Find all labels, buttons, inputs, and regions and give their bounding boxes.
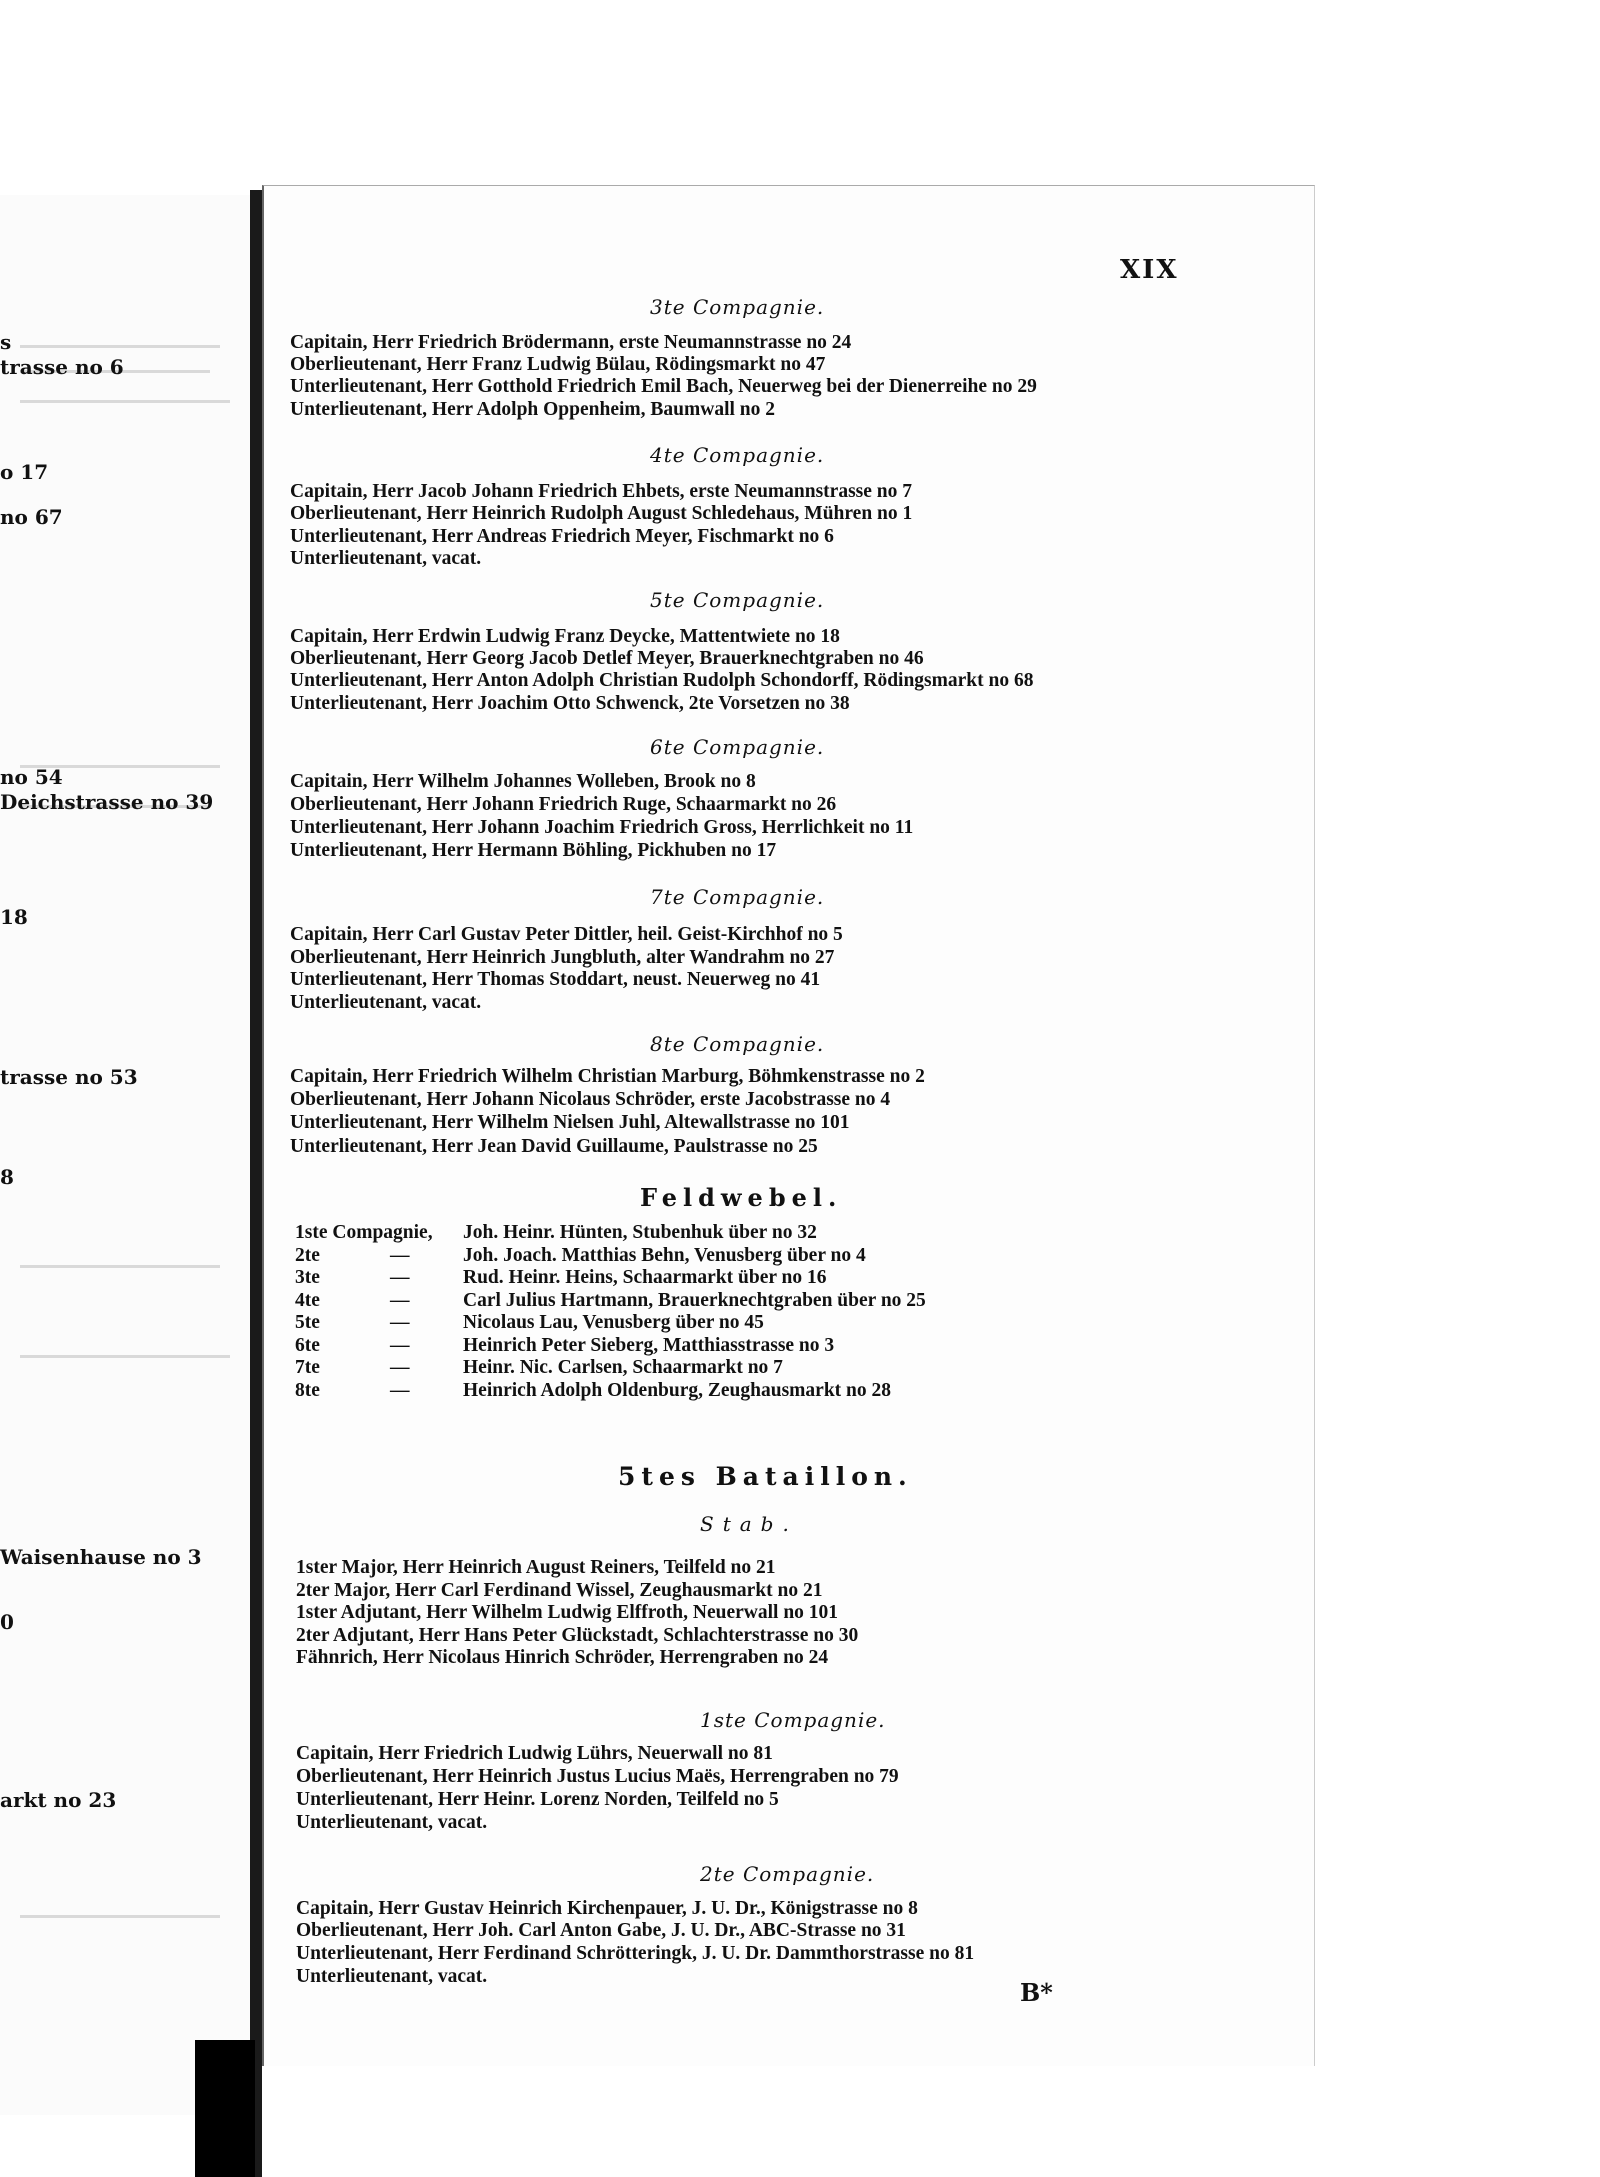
officer-entry: Unterlieutenant, Herr Johann Joachim Friedrich Gross, Herrlichkeit no 11 xyxy=(290,817,914,838)
officer-entry: Unterlieutenant, Herr Wilhelm Nielsen Juhl, Altewallstrasse no 101 xyxy=(290,1112,850,1133)
company-heading: 4te Compagnie. xyxy=(650,443,825,467)
left-page-text: s xyxy=(0,330,12,354)
left-page-text: trasse no 6 xyxy=(0,355,124,379)
officer-entry: Unterlieutenant, Herr Ferdinand Schrötteringk, J. U. Dr. Dammthorstrasse no 81 xyxy=(296,1943,975,1964)
officer-entry: Oberlieutenant, Herr Johann Friedrich Ruge, Schaarmarkt no 26 xyxy=(290,794,837,815)
feldwebel-dash: — xyxy=(390,1334,410,1356)
left-page-text: 0 xyxy=(0,1610,14,1634)
signature-mark: B* xyxy=(1020,1978,1053,2007)
officer-entry: Unterlieutenant, vacat. xyxy=(296,1812,488,1833)
feldwebel-dash: — xyxy=(390,1379,410,1401)
officer-entry: Capitain, Herr Erdwin Ludwig Franz Deycke, Mattentwiete no 18 xyxy=(290,626,840,647)
officer-entry: Capitain, Herr Friedrich Wilhelm Christian Marburg, Böhmkenstrasse no 2 xyxy=(290,1066,925,1087)
feldwebel-company: 4te xyxy=(295,1289,320,1311)
officer-entry: Unterlieutenant, Herr Andreas Friedrich Meyer, Fischmarkt no 6 xyxy=(290,526,834,547)
officer-entry: Oberlieutenant, Herr Heinrich Jungbluth, alter Wandrahm no 27 xyxy=(290,947,835,968)
officer-entry: Oberlieutenant, Herr Johann Nicolaus Schröder, erste Jacobstrasse no 4 xyxy=(290,1089,891,1110)
officer-entry: Oberlieutenant, Herr Joh. Carl Anton Gabe, J. U. Dr., ABC-Strasse no 31 xyxy=(296,1920,906,1941)
stab-entry: 2ter Major, Herr Carl Ferdinand Wissel, Zeughausmarkt no 21 xyxy=(296,1579,823,1601)
stab-entry: 1ster Adjutant, Herr Wilhelm Ludwig Elffroth, Neuerwall no 101 xyxy=(296,1602,839,1623)
feldwebel-entry: Joh. Joach. Matthias Behn, Venusberg über no 4 xyxy=(463,1244,866,1266)
feldwebel-entry: Carl Julius Hartmann, Brauerknechtgraben über no 25 xyxy=(463,1289,926,1311)
left-page-text: arkt no 23 xyxy=(0,1788,117,1812)
feldwebel-company: 1ste Compagnie, xyxy=(295,1222,433,1243)
page-number: XIX xyxy=(1120,255,1179,285)
officer-entry: Capitain, Herr Wilhelm Johannes Wolleben, Brook no 8 xyxy=(290,771,756,792)
feldwebel-entry: Rud. Heinr. Heins, Schaarmarkt über no 16 xyxy=(463,1267,827,1288)
company-heading: 8te Compagnie. xyxy=(650,1032,825,1056)
officer-entry: Unterlieutenant, Herr Gotthold Friedrich Emil Bach, Neuerweg bei der Dienerreihe no 29 xyxy=(290,376,1037,397)
officer-entry: Unterlieutenant, Herr Anton Adolph Christian Rudolph Schondorff, Rödingsmarkt no 68 xyxy=(290,670,1034,691)
feldwebel-title: Feldwebel. xyxy=(640,1183,843,1212)
officer-entry: Capitain, Herr Friedrich Ludwig Lührs, Neuerwall no 81 xyxy=(296,1743,773,1764)
company-heading: 1ste Compagnie. xyxy=(700,1708,886,1732)
officer-entry: Capitain, Herr Friedrich Brödermann, erste Neumannstrasse no 24 xyxy=(290,332,852,353)
company-heading: 3te Compagnie. xyxy=(650,295,825,319)
officer-entry: Unterlieutenant, Herr Hermann Böhling, Pickhuben no 17 xyxy=(290,840,777,861)
company-heading: 2te Compagnie. xyxy=(700,1862,875,1886)
officer-entry: Oberlieutenant, Herr Georg Jacob Detlef Meyer, Brauerknechtgraben no 46 xyxy=(290,648,924,669)
left-page-text: 8 xyxy=(0,1165,14,1189)
stab-heading: Stab. xyxy=(700,1512,798,1536)
company-heading: 5te Compagnie. xyxy=(650,588,825,612)
officer-entry: Unterlieutenant, Herr Thomas Stoddart, neust. Neuerweg no 41 xyxy=(290,969,821,990)
left-page-text: o 17 xyxy=(0,460,49,484)
feldwebel-company: 7te xyxy=(295,1357,320,1378)
feldwebel-dash: — xyxy=(390,1244,410,1266)
feldwebel-entry: Heinrich Peter Sieberg, Matthiasstrasse no 3 xyxy=(463,1334,835,1356)
company-heading: 7te Compagnie. xyxy=(650,885,825,909)
officer-entry: Capitain, Herr Carl Gustav Peter Dittler, heil. Geist-Kirchhof no 5 xyxy=(290,924,843,945)
officer-entry: Unterlieutenant, Herr Jean David Guillaume, Paulstrasse no 25 xyxy=(290,1136,818,1157)
left-page-text: no 54 xyxy=(0,765,63,789)
feldwebel-dash: — xyxy=(390,1312,410,1333)
feldwebel-company: 3te xyxy=(295,1267,320,1288)
feldwebel-company: 6te xyxy=(295,1334,320,1356)
stab-entry: Fähnrich, Herr Nicolaus Hinrich Schröder, Herrengraben no 24 xyxy=(296,1647,829,1668)
feldwebel-entry: Joh. Heinr. Hünten, Stubenhuk über no 32 xyxy=(463,1222,817,1243)
company-heading: 6te Compagnie. xyxy=(650,735,825,759)
feldwebel-company: 8te xyxy=(295,1379,320,1401)
left-page-text: 18 xyxy=(0,905,28,929)
stab-entry: 1ster Major, Herr Heinrich August Reiners, Teilfeld no 21 xyxy=(296,1557,776,1578)
left-page-text: Waisenhause no 3 xyxy=(0,1545,202,1569)
bataillon-title: 5tes Bataillon. xyxy=(618,1462,913,1491)
feldwebel-dash: — xyxy=(390,1289,410,1311)
officer-entry: Unterlieutenant, Herr Adolph Oppenheim, Baumwall no 2 xyxy=(290,399,776,420)
officer-entry: Unterlieutenant, vacat. xyxy=(290,548,482,569)
left-page-text: trasse no 53 xyxy=(0,1065,138,1089)
officer-entry: Oberlieutenant, Herr Heinrich Justus Lucius Maës, Herrengraben no 79 xyxy=(296,1766,899,1787)
feldwebel-dash: — xyxy=(390,1267,410,1288)
stab-entry: 2ter Adjutant, Herr Hans Peter Glückstadt, Schlachterstrasse no 30 xyxy=(296,1624,859,1646)
officer-entry: Unterlieutenant, Herr Joachim Otto Schwenck, 2te Vorsetzen no 38 xyxy=(290,693,850,714)
officer-entry: Oberlieutenant, Herr Heinrich Rudolph August Schledehaus, Mühren no 1 xyxy=(290,503,913,524)
officer-entry: Capitain, Herr Jacob Johann Friedrich Ehbets, erste Neumannstrasse no 7 xyxy=(290,481,913,502)
left-page-text: no 67 xyxy=(0,505,63,529)
feldwebel-entry: Heinr. Nic. Carlsen, Schaarmarkt no 7 xyxy=(463,1357,783,1378)
left-page-text: Deichstrasse no 39 xyxy=(0,790,214,814)
feldwebel-dash: — xyxy=(390,1357,410,1378)
binding-shadow xyxy=(195,2040,255,2177)
officer-entry: Unterlieutenant, vacat. xyxy=(296,1966,488,1987)
officer-entry: Oberlieutenant, Herr Franz Ludwig Bülau, Rödingsmarkt no 47 xyxy=(290,354,826,375)
officer-entry: Capitain, Herr Gustav Heinrich Kirchenpauer, J. U. Dr., Königstrasse no 8 xyxy=(296,1898,918,1919)
feldwebel-company: 2te xyxy=(295,1244,320,1266)
officer-entry: Unterlieutenant, vacat. xyxy=(290,992,482,1013)
feldwebel-entry: Heinrich Adolph Oldenburg, Zeughausmarkt no 28 xyxy=(463,1379,892,1401)
feldwebel-entry: Nicolaus Lau, Venusberg über no 45 xyxy=(463,1312,764,1333)
feldwebel-company: 5te xyxy=(295,1312,320,1333)
officer-entry: Unterlieutenant, Herr Heinr. Lorenz Norden, Teilfeld no 5 xyxy=(296,1789,779,1810)
